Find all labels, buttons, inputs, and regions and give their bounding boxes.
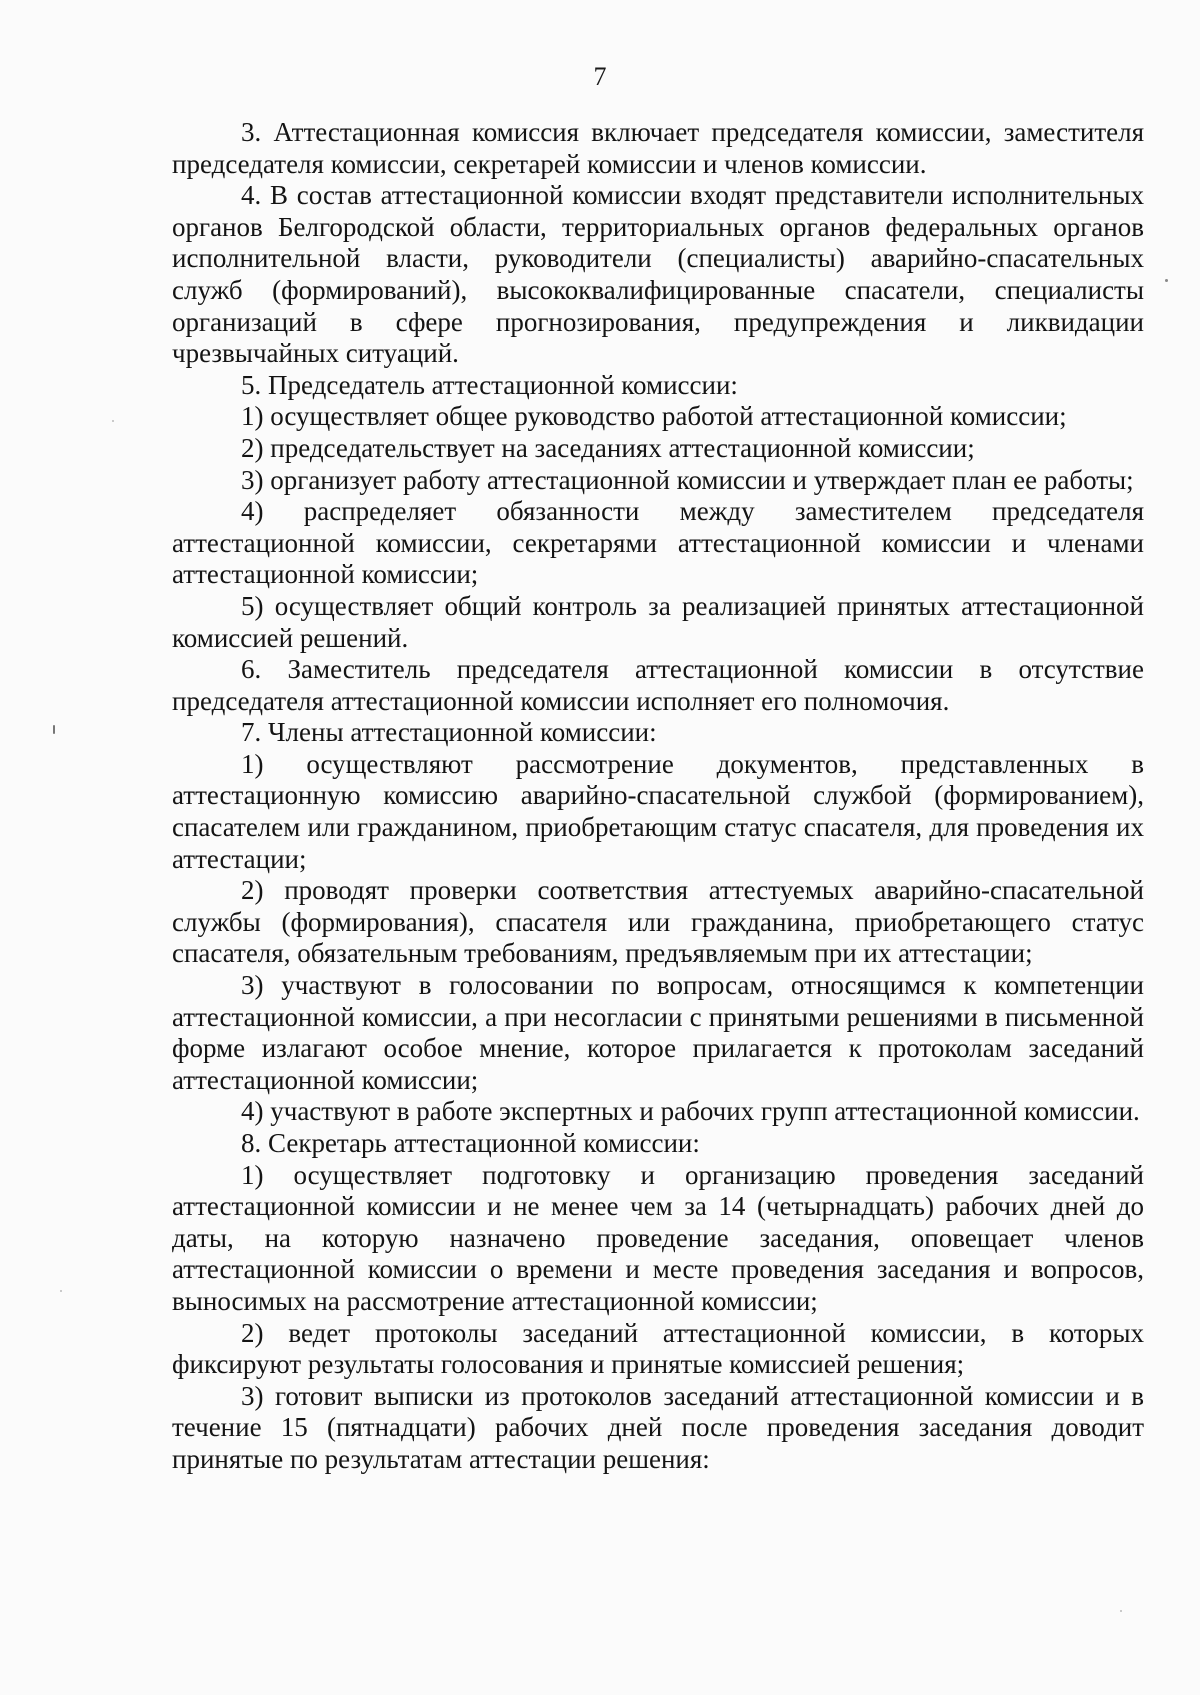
- paragraph-5-item-5: 5) осуществляет общий контроль за реализацией принятых аттестационной комиссией решений.: [172, 590, 1151, 653]
- scan-speck: [1120, 1610, 1122, 1612]
- page-number: 7: [593, 62, 607, 91]
- paragraph-6: 6. Заместитель председателя аттестационной комиссии в отсутствие председателя аттестационной комиссии исполняет его полномочия.: [172, 654, 1151, 716]
- paragraph-8-item-1: 1) осуществляет подготовку и организацию проведения заседаний аттестационной комиссии и не менее чем за 14 (четырнадцать) рабочих дней до даты, на которую назначено проведение заседания, оповещает членов аттестационной комиссии о времени и месте проведения заседания и вопросов, выносимых на рассмотрение аттестационной комиссии;: [172, 1159, 1151, 1316]
- paragraph-7-heading: 7. Члены аттестационной комиссии:: [241, 717, 657, 748]
- paragraph-4: 4. В состав аттестационной комиссии входят представители исполнительных органов Белгородской области, территориальных органов федеральных органов исполнительной власти, руководители (специалисты) аварийно-спасательных служб (формирований), высококвалифицированные спасатели, специалисты организаций в сфере прогнозирования, предупреждения и ликвидации чрезвычайных ситуаций.: [172, 180, 1151, 369]
- paragraph-5-item-2: 2) председательствует на заседаниях аттестационной комиссии;: [241, 432, 975, 463]
- paragraph-7-item-3: 3) участвуют в голосовании по вопросам, относящимся к компетенции аттестационной комиссии, а при несогласии с принятыми решениями в письменной форме излагают особое мнение, которое прилагается к протоколам заседаний аттестационной комиссии;: [172, 970, 1151, 1095]
- scan-speck: [53, 725, 55, 734]
- scan-speck: [60, 1290, 62, 1292]
- paragraph-7-item-4: 4) участвуют в работе экспертных и рабочих групп аттестационной комиссии.: [241, 1096, 1140, 1127]
- scan-speck: [1165, 279, 1168, 282]
- paragraph-5-heading: 5. Председатель аттестационной комиссии:: [241, 369, 738, 400]
- paragraph-5-item-4: 4) распределяет обязанности между заместителем председателя аттестационной комиссии, секретарями аттестационной комиссии и членами аттестационной комиссии;: [172, 496, 1151, 590]
- document-body: [172, 117, 1151, 1476]
- scan-speck: [112, 420, 114, 422]
- paragraph-5-item-1: 1) осуществляет общее руководство работой аттестационной комиссии;: [241, 401, 1067, 432]
- paragraph-8-heading: 8. Секретарь аттестационной комиссии:: [241, 1128, 700, 1158]
- paragraph-8-item-3: 3) готовит выписки из протоколов заседаний аттестационной комиссии и в течение 15 (пятнадцати) рабочих дней после проведения заседания доводит принятые по результатам аттестации решения:: [172, 1380, 1151, 1474]
- paragraph-7-item-2: 2) проводят проверки соответствия аттестуемых аварийно-спасательной службы (формирования), спасателя или гражданина, приобретающего статус спасателя, обязательным требованиям, предъявляемым при их аттестации;: [172, 875, 1151, 969]
- paragraph-5-item-3: 3) организует работу аттестационной комиссии и утверждает план ее работы;: [241, 464, 1134, 495]
- paragraph-3: 3. Аттестационная комиссия включает председателя комиссии, заместителя председателя комиссии, секретарей комиссии и членов комиссии.: [172, 117, 1151, 179]
- paragraph-8-item-2: 2) ведет протоколы заседаний аттестационной комиссии, в которых фиксируют результаты голосования и принятые комиссией решения;: [172, 1317, 1151, 1380]
- paragraph-7-item-1: 1) осуществляют рассмотрение документов, представленных в аттестационную комиссию аварийно-спасательной службой (формированием), спасателем или гражданином, приобретающим статус спасателя, для проведения их аттестации;: [172, 748, 1151, 874]
